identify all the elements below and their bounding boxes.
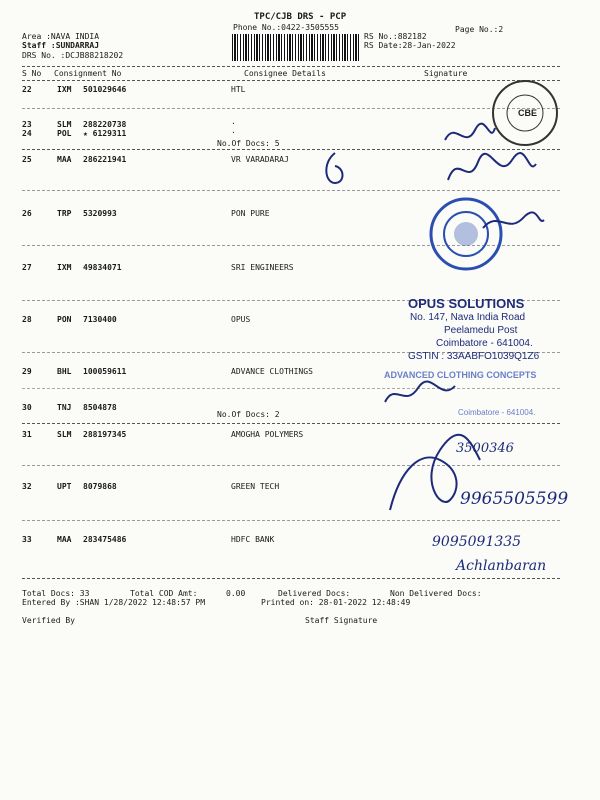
signature-scribble xyxy=(440,120,500,150)
row-sno: 32 xyxy=(22,482,32,491)
row-code: POL xyxy=(57,129,72,138)
divider xyxy=(22,578,560,579)
row-consignee: SRI ENGINEERS xyxy=(231,263,294,272)
staff-label: Staff :SUNDARRAJ xyxy=(22,41,100,50)
row-sno: 30 xyxy=(22,403,32,412)
row-number: 283475486 xyxy=(83,535,127,544)
staff-signature: Staff Signature xyxy=(305,616,378,625)
row-consignee: VR VARADARAJ xyxy=(231,155,289,164)
row-sno: 23 xyxy=(22,120,32,129)
col-signature: Signature xyxy=(424,69,468,78)
signature-scribble xyxy=(320,148,350,188)
rs-date: RS Date:28-Jan-2022 xyxy=(364,41,456,50)
marsham-city: CBE xyxy=(518,108,538,118)
row-consignee: . xyxy=(231,126,236,135)
row-code: TNJ xyxy=(57,403,72,412)
row-code: SLM xyxy=(57,120,72,129)
signature-scribble xyxy=(380,430,490,520)
divider xyxy=(22,388,560,389)
opus-stamp-post: Peelamedu Post xyxy=(444,325,518,336)
row-code: IXM xyxy=(57,263,72,272)
row-code: IXM xyxy=(57,85,72,94)
row-code: PON xyxy=(57,315,72,324)
row-number: 49834071 xyxy=(83,263,122,272)
row-consignee: ADVANCE CLOTHINGS xyxy=(231,367,313,376)
entered-by: Entered By :SHAN 1/28/2022 12:48:57 PM xyxy=(22,598,206,607)
signature-scribble xyxy=(380,380,460,410)
divider xyxy=(22,108,560,109)
row-number: 286221941 xyxy=(83,155,127,164)
row-code: TRP xyxy=(57,209,72,218)
row-sno: 31 xyxy=(22,430,32,439)
total-cod-label: Total COD Amt: xyxy=(130,589,198,598)
col-consignee: Consignee Details xyxy=(244,69,326,78)
group-docs-count: No.Of Docs: 2 xyxy=(217,410,280,419)
row-code: SLM xyxy=(57,430,72,439)
row-sno: 29 xyxy=(22,367,32,376)
row-code: MAA xyxy=(57,535,72,544)
barcode-image xyxy=(232,34,360,61)
report-title: TPC/CJB DRS - PCP xyxy=(254,12,347,22)
row-consignee: AMOGHA POLYMERS xyxy=(231,430,304,439)
row-number: 7130400 xyxy=(83,315,117,324)
divider xyxy=(22,423,560,424)
row-consignee: PON PURE xyxy=(231,209,270,218)
opus-stamp-name: OPUS SOLUTIONS xyxy=(408,296,525,311)
page-number: Page No.:2 xyxy=(455,25,504,34)
row-consignee: . xyxy=(231,117,236,126)
group-docs-count: No.Of Docs: 5 xyxy=(217,139,280,148)
advanced-stamp-city: Coimbatore - 641004. xyxy=(458,408,536,417)
divider xyxy=(22,520,560,521)
divider xyxy=(22,80,560,81)
row-number: 100059611 xyxy=(83,367,127,376)
opus-stamp-gstin: GSTIN : 33AABFO1039Q1Z6 xyxy=(408,351,540,362)
row-sno: 26 xyxy=(22,209,32,218)
row-consignee: GREEN TECH xyxy=(231,482,280,491)
row-consignee: OPUS xyxy=(231,315,251,324)
row-sno: 33 xyxy=(22,535,32,544)
delivered-docs: Delivered Docs: xyxy=(278,589,351,598)
row-sno: 22 xyxy=(22,85,32,94)
drs-number: DRS No. :DCJB88218202 xyxy=(22,51,124,60)
row-number: 288197345 xyxy=(83,430,127,439)
non-delivered-docs: Non Delivered Docs: xyxy=(390,589,482,598)
row-consignee: HTL xyxy=(231,85,246,94)
row-sno: 24 xyxy=(22,129,32,138)
opus-stamp-address: No. 147, Nava India Road xyxy=(410,312,526,323)
total-docs: Total Docs: 33 xyxy=(22,589,90,598)
opus-stamp-city: Coimbatore - 641004. xyxy=(436,338,533,349)
phone-number: Phone No.:0422-3505555 xyxy=(233,23,339,32)
row-sno: 28 xyxy=(22,315,32,324)
handwritten-number: 3500346 xyxy=(456,441,514,456)
divider xyxy=(22,66,560,67)
row-number: ★ 6129311 xyxy=(83,129,127,138)
row-number: 8079868 xyxy=(83,482,117,491)
row-code: UPT xyxy=(57,482,72,491)
total-cod-value: 0.00 xyxy=(226,589,246,598)
row-number: 5320993 xyxy=(83,209,117,218)
row-consignee: HDFC BANK xyxy=(231,535,275,544)
signature-scribble xyxy=(478,208,548,238)
handwritten-name: Achlanbaran xyxy=(456,558,547,574)
row-number: 288220738 xyxy=(83,120,127,129)
divider xyxy=(22,190,560,191)
printed-on: Printed on: 28-01-2022 12:48:49 xyxy=(261,598,411,607)
handwritten-phone: 9095091335 xyxy=(432,534,522,550)
col-sno: S No xyxy=(22,69,42,78)
area-label: Area :NAVA INDIA xyxy=(22,32,100,41)
row-code: BHL xyxy=(57,367,72,376)
row-sno: 27 xyxy=(22,263,32,272)
verified-by: Verified By xyxy=(22,616,75,625)
row-code: MAA xyxy=(57,155,72,164)
row-sno: 25 xyxy=(22,155,32,164)
row-number: 501029646 xyxy=(83,85,127,94)
signature-scribble xyxy=(440,152,540,190)
rs-number: RS No.:882182 xyxy=(364,32,427,41)
advanced-stamp-name: ADVANCED CLOTHING CONCEPTS xyxy=(384,370,537,380)
row-number: 8504878 xyxy=(83,403,117,412)
handwritten-phone: 9965505599 xyxy=(460,489,569,509)
col-consignment: Consignment No xyxy=(54,69,122,78)
